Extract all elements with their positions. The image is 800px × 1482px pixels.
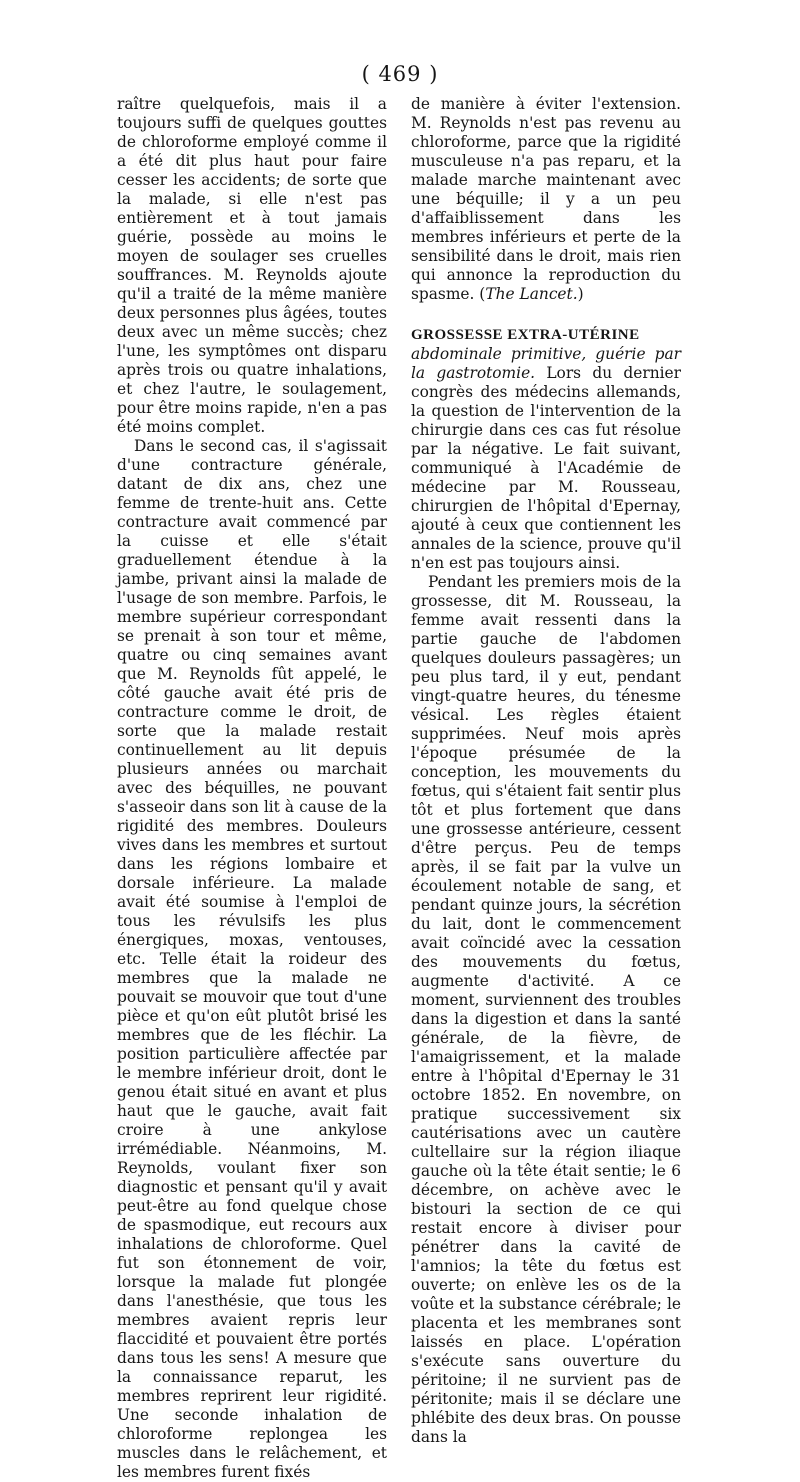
spacer xyxy=(411,304,681,325)
right-column xyxy=(411,95,681,1447)
page-number: ( 469 ) xyxy=(361,62,439,86)
paragraph-text: de manière à éviter l'extension. M. Reynolds n'est pas revenu au chloroforme, parce que la rigidité musculeuse n'a pas reparu, et la malade marche maintenant avec une béquille; il y a un peu d'affaiblissement dans les membres inférieurs et perte de la sensibilité dans le droit, mais rien qui annonce la reproduction du spasme. ( xyxy=(411,95,681,303)
paragraph-text: Lors du dernier congrès des médecins allemands, la question de l'intervention de la chirurgie dans ces cas fut résolue par la négative. Le fait suivant, communiqué à l'Académie de médecine par M. Rousseau, chirurgien de l'hôpital d'Epernay, ajouté à ceux que contiennent les annales de la science, prouve qu'il n'en est pas toujours ainsi. xyxy=(411,364,681,572)
source-citation: The Lancet. xyxy=(485,285,578,303)
paragraph: raître quelquefois, mais il a toujours suffi de quelques gouttes de chloroforme employé comme il a été dit plus haut pour faire cesser les accidents; de sorte que la malade, si elle n'est pas entièrement et à tout jamais guérie, possède au moins le moyen de soulager ses cruelles souffrances. M. Reynolds ajoute qu'il a traité de la même manière deux personnes plus âgées, toutes deux avec un même succès; chez l'une, les symptômes ont disparu après trois ou quatre inhalations, et chez l'autre, le soulagement, pour être moins rapide, n'en a pas été moins complet. xyxy=(117,95,387,436)
paragraph xyxy=(411,95,681,304)
paragraph-text: ) xyxy=(577,285,584,303)
section-subtitle: abdominale primitive, guérie par la gastrotomie. xyxy=(411,345,681,382)
left-column xyxy=(117,95,387,1482)
paragraph: Pendant les premiers mois de la grossesse, dit M. Rousseau, la femme avait ressenti dans la partie gauche de l'abdomen quelques douleurs passagères; un peu plus tard, il y eut, pendant vingt-quatre heures, du ténesme vésical. Les règles étaient supprimées. Neuf mois après l'époque présumée de la conception, les mouvements du fœtus, qui s'étaient fait sentir plus tôt et plus fortement que dans une grossesse antérieure, cessent d'être perçus. Peu de temps après, il se fait par la vulve un écoulement notable de sang, et pendant quinze jours, la sécrétion du lait, dont le commencement avait coïncidé avec la cessation des mouvements du fœtus, augmente d'activité. A ce moment, surviennent des troubles dans la digestion et dans la santé générale, de la fièvre, de l'amaigrissement, et la malade entre à l'hôpital d'Epernay le 31 octobre 1852. En novembre, on pratique successivement six cautérisations avec un cautère cultellaire sur la région iliaque gauche où la tête était sentie; le 6 décembre, on achève avec le bistouri la section de ce qui restait encore à diviser pour pénétrer dans la cavité de l'amnios; la tête du fœtus est ouverte; on enlève les os de la voûte et la substance cérébrale; le placenta et les membranes sont laissés en place. L'opération s'exécute sans ouverture du péritoine; il ne survient pas de péritonite; mais il se déclare une phlébite des deux bras. On pousse dans la xyxy=(411,573,681,1446)
section-title: GROSSESSE EXTRA-UTÉRINE xyxy=(411,327,640,343)
paragraph: Dans le second cas, il s'agissait d'une contracture générale, datant de dix ans, chez une femme de trente-huit ans. Cette contracture avait commencé par la cuisse et elle s'était graduellement étendue à la jambe, privant ainsi la malade de l'usage de son membre. Parfois, le membre supérieur correspondant se prenait à son tour et même, quatre ou cinq semaines avant que M. Reynolds fût appelé, le côté gauche avait été pris de contracture comme le droit, de sorte que la malade restait continuellement au lit depuis plusieurs années ou marchait avec des béquilles, ne pouvant s'asseoir dans son lit à cause de la rigidité des membres. Douleurs vives dans les membres et surtout dans les régions lombaire et dorsale inférieure. La malade avait été soumise à l'emploi de tous les révulsifs les plus énergiques, moxas, ventouses, etc. Telle était la roideur des membres que la malade ne pouvait se mouvoir que tout d'une pièce et qu'on eût plutôt brisé les membres que de les fléchir. La position particulière affectée par le membre inférieur droit, dont le genou était situé en avant et plus haut que le gauche, avait fait croire à une ankylose irrémédiable. Néanmoins, M. Reynolds, voulant fixer son diagnostic et pensant qu'il y avait peut-être au fond quelque chose de spasmodique, eut recours aux inhalations de chloroforme. Quel fut son étonnement de voir, lorsque la malade fut plongée dans l'anesthésie, que tous les membres avaient repris leur flaccidité et pouvaient être portés dans tous les sens! A mesure que la connaissance reparut, les membres reprirent leur rigidité. Une seconde inhalation de chloroforme replongea les muscles dans le relâchement, et les membres furent fixés xyxy=(117,437,387,1481)
section-paragraph xyxy=(411,325,681,573)
